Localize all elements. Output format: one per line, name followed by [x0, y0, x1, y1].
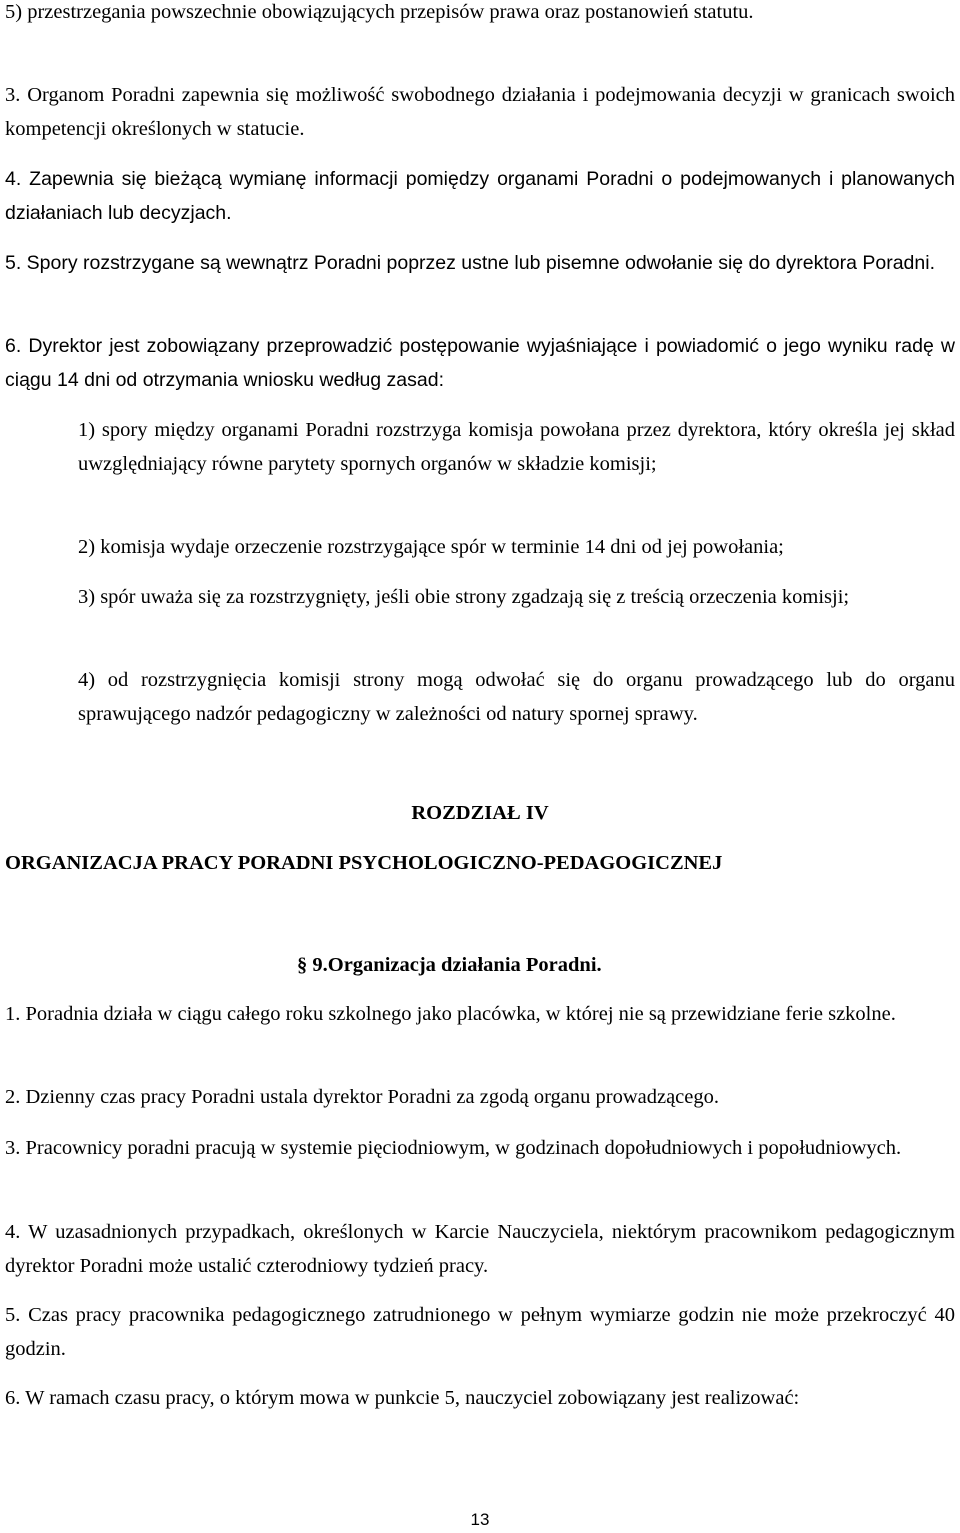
chapter-number: ROZDZIAŁ IV — [411, 802, 549, 824]
rule-item-2: 2) komisja wydaje orzeczenie rozstrzygające spór w terminie 14 dni od jej powołania; — [78, 536, 784, 558]
rule-item-1: 1) spory między organami Poradni rozstrzyga komisja powołana przez dyrektora, który określa jej skład uwzględniający równe parytety spornych organów w składzie komisji; — [78, 419, 955, 475]
section-symbol: § — [297, 954, 308, 976]
paragraph-3: 3. Organom Poradni zapewnia się możliwość swobodnego działania i podejmowania decyzji w granicach swoich kompetencji określonych w statucie. — [5, 84, 955, 140]
statute-item-5: 5) przestrzegania powszechnie obowiązujących przepisów prawa oraz postanowień statutu. — [5, 1, 754, 23]
section-title: 9.Organizacja działania Poradni. — [312, 954, 602, 976]
paragraph-6: 6. Dyrektor jest zobowiązany przeprowadzić postępowanie wyjaśniające i powiadomić o jego wyniku radę w ciągu 14 dni od otrzymania wniosku według zasad: — [5, 335, 955, 391]
section-heading — [297, 948, 602, 982]
chapter-title: ORGANIZACJA PRACY PORADNI PSYCHOLOGICZNO-PEDAGOGICZNEJ — [5, 852, 723, 874]
rule-item-4: 4) od rozstrzygnięcia komisji strony mogą odwołać się do organu prowadzącego lub do organu sprawującego nadzór pedagogiczny w zależności od natury spornej sprawy. — [78, 669, 955, 725]
paragraph-5: 5. Spory rozstrzygane są wewnątrz Poradni poprzez ustne lub pisemne odwołanie się do dyrektora Poradni. — [5, 252, 936, 274]
paragraph-4: 4. Zapewnia się bieżącą wymianę informacji pomiędzy organami Poradni o podejmowanych i planowanych działaniach lub decyzjach. — [5, 168, 955, 224]
rule-item-3: 3) spór uważa się za rozstrzygnięty, jeśli obie strony zgadzają się z treścią orzeczenia komisji; — [78, 586, 850, 608]
point-1: 1. Poradnia działa w ciągu całego roku szkolnego jako placówka, w której nie są przewidziane ferie szkolne. — [5, 1003, 896, 1025]
point-6: 6. W ramach czasu pracy, o którym mowa w punkcie 5, nauczyciel zobowiązany jest realizować: — [5, 1387, 800, 1409]
page-number: 13 — [470, 1510, 490, 1529]
point-2: 2. Dzienny czas pracy Poradni ustala dyrektor Poradni za zgodą organu prowadzącego. — [5, 1086, 720, 1108]
point-4: 4. W uzasadnionych przypadkach, określonych w Karcie Nauczyciela, niektórym pracownikom pedagogicznym dyrektor Poradni może ustalić czterodniowy tydzień pracy. — [5, 1221, 955, 1277]
point-3: 3. Pracownicy poradni pracują w systemie pięciodniowym, w godzinach dopołudniowych i popołudniowych. — [5, 1137, 902, 1159]
point-5: 5. Czas pracy pracownika pedagogicznego zatrudnionego w pełnym wymiarze godzin nie może przekroczyć 40 godzin. — [5, 1304, 955, 1360]
